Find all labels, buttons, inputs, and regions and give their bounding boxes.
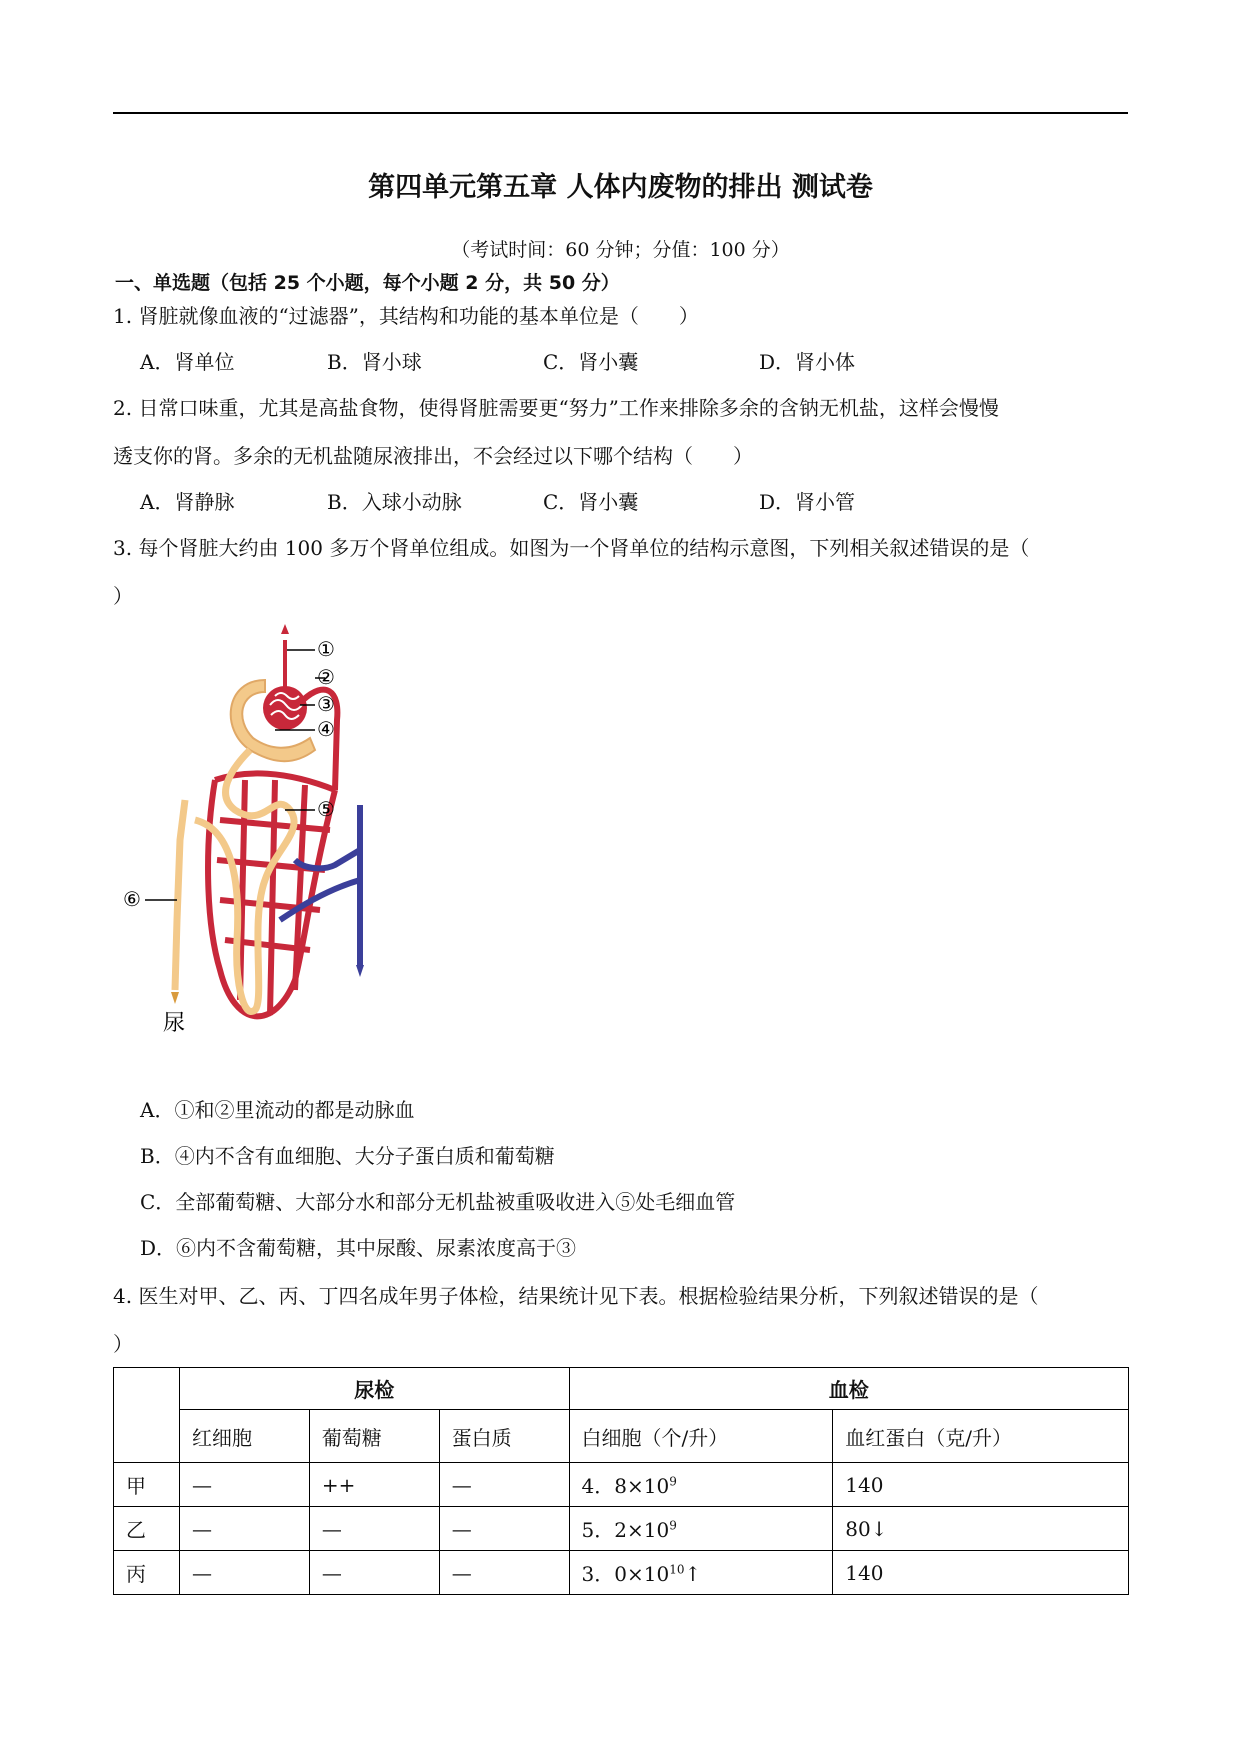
col-header-hemoglobin: 血红蛋白（克/升）: [833, 1410, 1129, 1463]
label-3: ③: [317, 692, 335, 716]
nephron-diagram: [125, 620, 395, 1040]
row-name: 甲: [114, 1463, 180, 1507]
q2-stem-line2: 透支你的肾。多余的无机盐随尿液排出，不会经过以下哪个结构（ ）: [113, 444, 753, 468]
arrow-out-icon: [356, 965, 364, 977]
q1-option-d: D．肾小体: [759, 350, 856, 374]
cell-protein: —: [439, 1551, 569, 1595]
arrow-in-icon: [281, 624, 289, 634]
label-4: ④: [317, 717, 335, 741]
q4-stem-line2: ）: [113, 1332, 133, 1356]
col-header-glucose: 葡萄糖: [309, 1410, 439, 1463]
row-name: 乙: [114, 1507, 180, 1551]
q1-option-c: C．肾小囊: [543, 350, 639, 374]
section-heading: 一、单选题（包括 25 个小题，每个小题 2 分，共 50 分）: [115, 272, 620, 294]
cell-wbc: 4．$8\times 10^9$: [569, 1463, 833, 1507]
q4-stem-line1: 4. 医生对甲、乙、丙、丁四名成年男子体检，结果统计见下表。根据检验结果分析，下列叙述错误的是（: [113, 1284, 1039, 1308]
cell-protein: —: [439, 1463, 569, 1507]
blood-test-header: 血检: [569, 1368, 1128, 1410]
table-row: [114, 1551, 1129, 1595]
urine-arrow-icon: [171, 992, 179, 1004]
q3-option-c: C．全部葡萄糖、大部分水和部分无机盐被重吸收进入⑤处毛细血管: [140, 1190, 736, 1214]
cell-hemoglobin: 80↓: [833, 1507, 1129, 1551]
results-table: [113, 1367, 1129, 1595]
cell-hemoglobin: 140: [833, 1463, 1129, 1507]
q2-stem-line1: 2. 日常口味重，尤其是高盐食物，使得肾脏需要更“努力”工作来排除多余的含钠无机盐，这样会慢慢: [113, 396, 999, 420]
q3-stem-line2: ）: [113, 584, 133, 608]
cell-rbc: —: [179, 1507, 309, 1551]
cell-glucose: ++: [309, 1463, 439, 1507]
table-row: [114, 1463, 1129, 1507]
q1-stem: 1. 肾脏就像血液的“过滤器”，其结构和功能的基本单位是（ ）: [113, 304, 699, 328]
cell-wbc: 5．$2\times 10^9$: [569, 1507, 833, 1551]
col-header-rbc: 红细胞: [179, 1410, 309, 1463]
q1-option-a: A．肾单位: [140, 350, 235, 374]
q3-option-b: B．④内不含有血细胞、大分子蛋白质和葡萄糖: [140, 1144, 555, 1168]
row-name: 丙: [114, 1551, 180, 1595]
q1-option-b: B．肾小球: [327, 350, 422, 374]
cell-rbc: —: [179, 1463, 309, 1507]
label-6: ⑥: [123, 887, 141, 911]
q3-option-d: D．⑥内不含葡萄糖，其中尿酸、尿素浓度高于③: [140, 1236, 577, 1260]
cell-protein: —: [439, 1507, 569, 1551]
q2-option-c: C．肾小囊: [543, 490, 639, 514]
label-1: ①: [317, 637, 335, 661]
label-5: ⑤: [317, 797, 335, 821]
cell-hemoglobin: 140: [833, 1551, 1129, 1595]
col-header-wbc: 白细胞（个/升）: [569, 1410, 833, 1463]
q2-option-b: B．入球小动脉: [327, 490, 462, 514]
q3-stem-line1: 3. 每个肾脏大约由 100 多万个肾单位组成。如图为一个肾单位的结构示意图，下列相关叙述错误的是（: [113, 536, 1030, 560]
cell-wbc: 3．$0\times 10^{10}↑$: [569, 1551, 833, 1595]
cell-glucose: —: [309, 1507, 439, 1551]
cell-rbc: —: [179, 1551, 309, 1595]
q2-option-d: D．肾小管: [759, 490, 856, 514]
cell-glucose: —: [309, 1551, 439, 1595]
corner-cell: [114, 1368, 180, 1463]
q2-option-a: A．肾静脉: [140, 490, 235, 514]
page-title: 第四单元第五章 人体内废物的排出 测试卷: [368, 172, 873, 203]
exam-info: （考试时间：60 分钟；分值：100 分）: [451, 239, 790, 261]
header-rule: [113, 112, 1128, 114]
label-2: ②: [317, 665, 335, 689]
glomerulus: [263, 686, 307, 730]
urine-label: 尿: [163, 1011, 186, 1036]
q3-option-a: A．①和②里流动的都是动脉血: [140, 1098, 415, 1122]
urine-test-header: 尿检: [179, 1368, 569, 1410]
table-row: [114, 1507, 1129, 1551]
col-header-protein: 蛋白质: [439, 1410, 569, 1463]
